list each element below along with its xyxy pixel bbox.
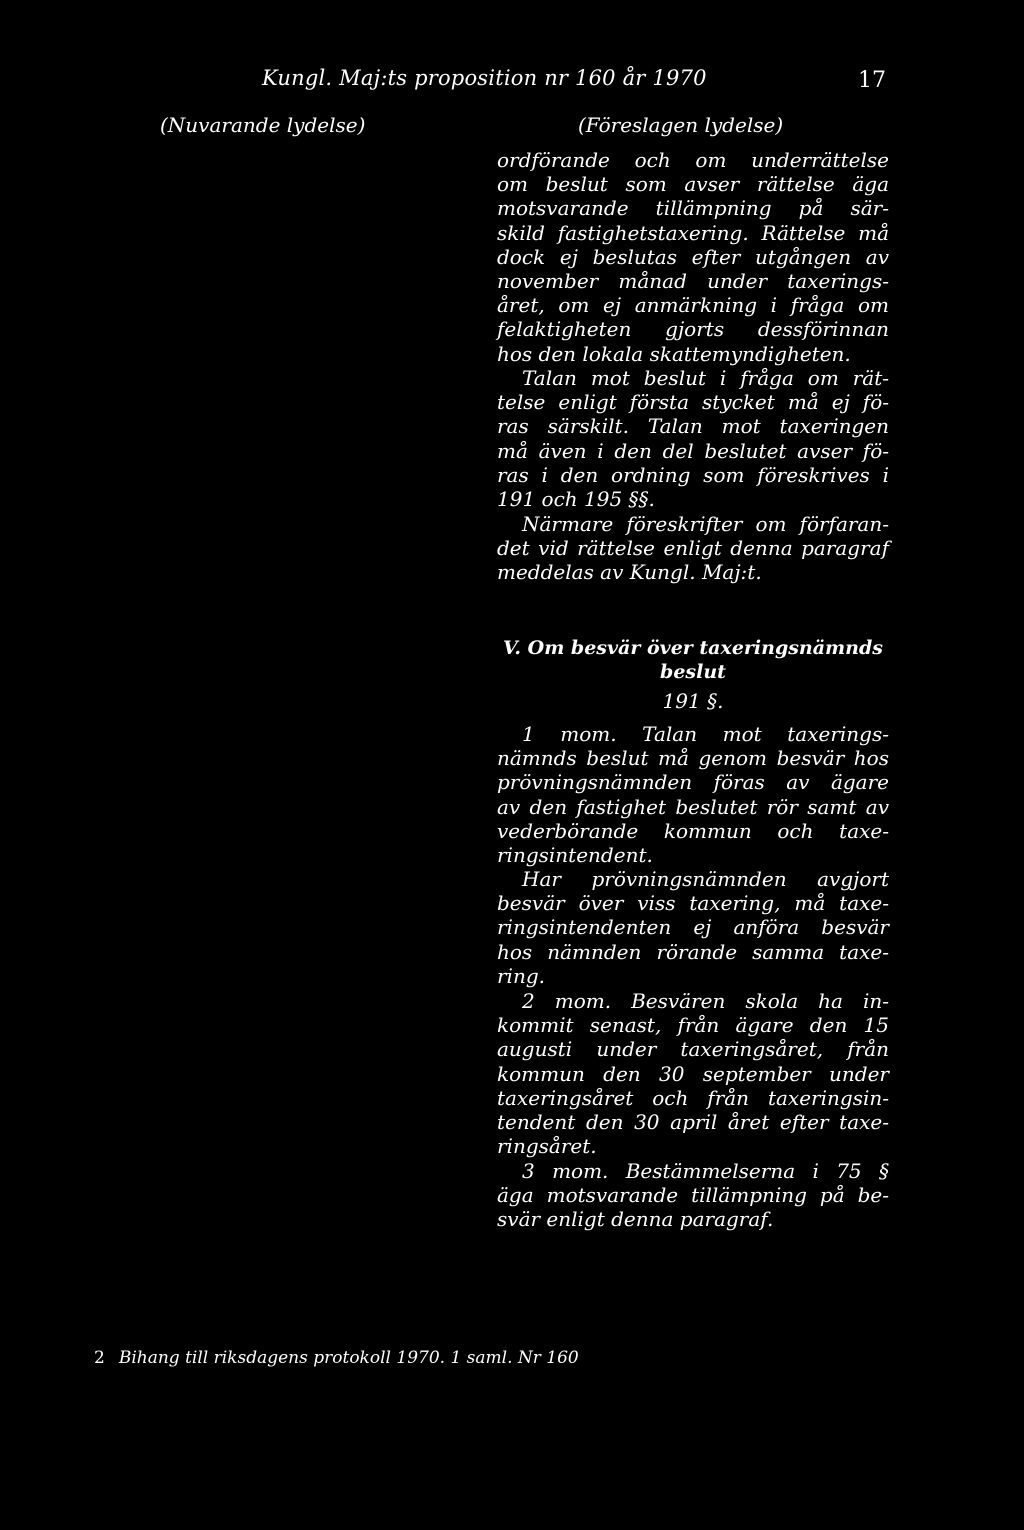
text-line: meddelas av Kungl. Maj:t. [497,560,762,585]
text-line: 191 och 195 §§. [497,487,655,512]
left-column-heading: (Nuvarande lydelse) [160,113,366,137]
footer [94,1348,579,1368]
footer-text: Bihang till riksdagens protokoll 1970. 1 saml. Nr 160 [118,1348,579,1368]
text-line: dock ej beslutas efter utgången av [497,244,889,269]
running-header-title: Kungl. Maj:ts proposition nr 160 år 1970 [262,66,707,90]
text-line: kommun den 30 september under [497,1061,889,1086]
text-line: det vid rättelse enligt denna paragraf [497,536,889,561]
text-block-rattelse [497,148,889,366]
text-line: ringsintendent. [497,843,653,868]
text-line: ringsåret. [497,1134,597,1159]
text-line: om beslut som avser rättelse äga [497,172,889,197]
section-heading-line: V. Om besvär över taxeringsnämnds [503,637,883,659]
text-line: telse enligt första stycket må ej fö- [497,390,889,415]
paragraph-number: 191 §. [662,689,724,713]
text-line: 1 mom. Talan mot taxerings- [522,722,889,746]
text-line: hos den lokala skattemyndigheten. [497,341,851,366]
text-line: besvär över viss taxering, må taxe- [497,891,889,916]
text-line: ras särskilt. Talan mot taxeringen [497,414,889,439]
text-line: Har prövningsnämnden avgjort [522,867,889,891]
page-number: 17 [858,68,886,93]
text-line: kommit senast, från ägare den 15 [497,1013,889,1038]
text-block-mom3 [497,1159,889,1232]
text-line: ring. [497,963,545,988]
text-line: äga motsvarande tillämpning på be- [497,1183,889,1208]
right-column-heading: (Föreslagen lydelse) [578,113,784,137]
text-block-mom1 [497,722,889,867]
text-line: motsvarande tillämpning på sär- [497,196,889,221]
text-line: tendent den 30 april året efter taxe- [497,1110,889,1135]
text-block-mom2 [497,989,889,1158]
text-line: nämnds beslut må genom besvär hos [497,746,889,771]
text-line: prövningsnämnden föras av ägare [497,770,889,795]
text-block-narmare [497,512,889,585]
text-line: året, om ej anmärkning i fråga om [497,293,889,318]
text-block-talan [497,366,889,511]
section-heading-line: beslut [660,661,726,683]
text-line: felaktigheten gjorts dessförinnan [497,317,889,342]
text-line: augusti under taxeringsåret, från [497,1037,889,1062]
printer-signature: 2 [94,1348,105,1368]
text-line: november månad under taxerings- [497,269,889,294]
text-block-mom1-second [497,867,889,988]
text-line: ras i den ordning som föreskrives i [497,462,889,487]
text-line: Närmare föreskrifter om förfaran- [522,512,889,536]
text-line: hos nämnden rörande samma taxe- [497,939,889,964]
text-line: vederbörande kommun och taxe- [497,818,889,843]
section-heading [497,636,889,684]
text-line: taxeringsåret och från taxeringsin- [497,1085,889,1110]
text-line: ringsintendenten ej anföra besvär [497,915,889,940]
text-line: 3 mom. Bestämmelserna i 75 § [522,1159,889,1183]
text-line: 2 mom. Besvären skola ha in- [522,989,889,1013]
text-line: skild fastighetstaxering. Rättelse må [497,220,889,245]
text-line: ordförande och om underrättelse [497,148,889,172]
text-line: må även i den del beslutet avser fö- [497,438,889,463]
text-line: svär enligt denna paragraf. [497,1207,774,1232]
text-line: av den fastighet beslutet rör samt av [497,794,889,819]
text-line: Talan mot beslut i fråga om rät- [522,366,889,390]
